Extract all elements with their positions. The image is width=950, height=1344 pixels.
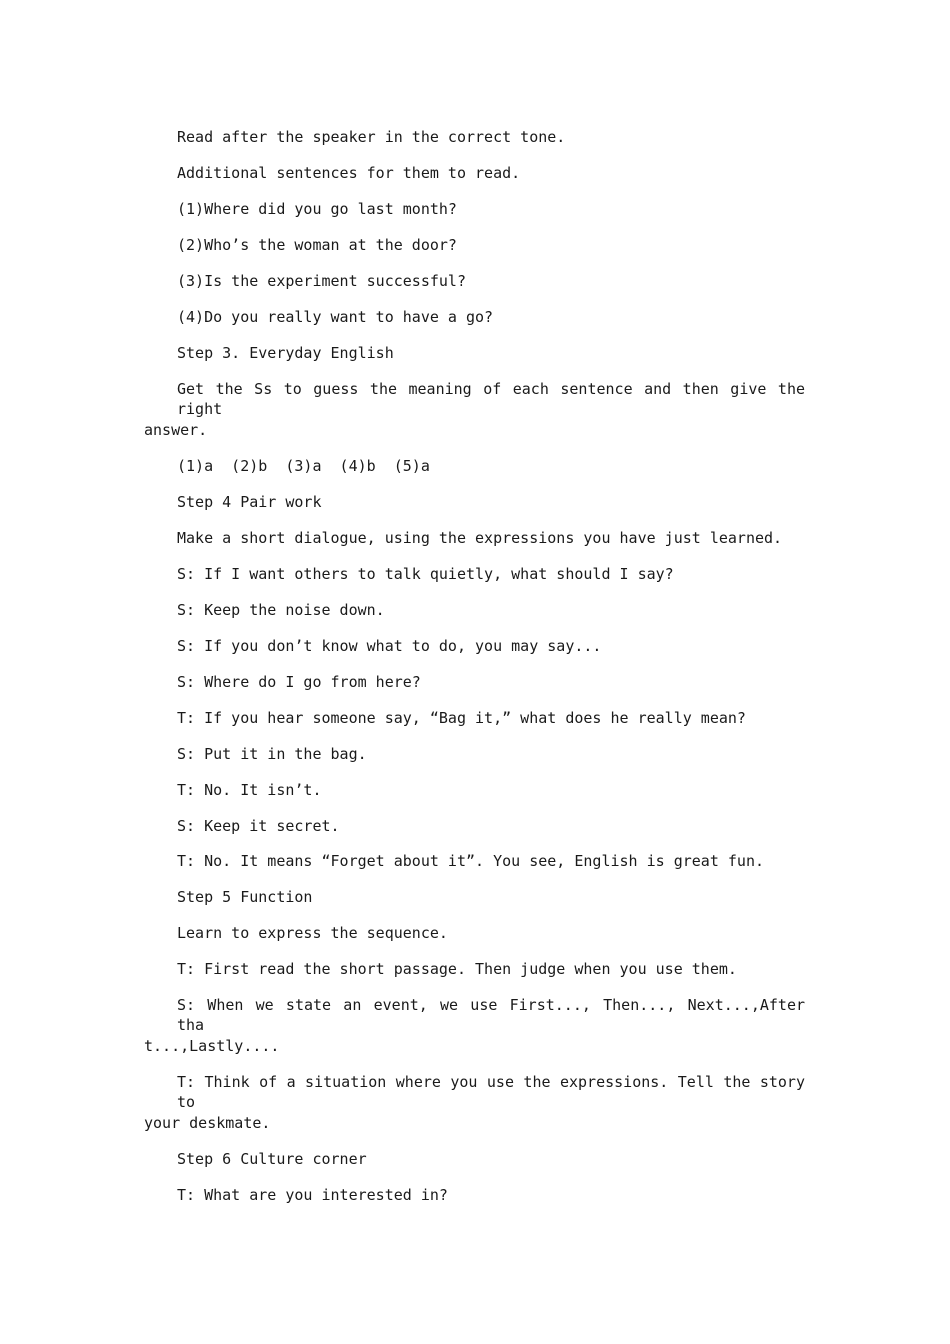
dialogue-line: S: When we state an event, we use First..., Then..., Next...,After tha	[177, 996, 805, 1034]
dialogue-line: T: What are you interested in?	[177, 1186, 448, 1204]
dialogue-line: T: Think of a situation where you use the expressions. Tell the story to	[177, 1073, 805, 1111]
dialogue-line: S: Where do I go from here?	[177, 673, 421, 691]
dialogue-line: T: No. It means “Forget about it”. You see, English is great fun.	[177, 852, 764, 870]
step-heading: Step 4 Pair work	[177, 493, 322, 511]
text-line: Additional sentences for them to read.	[177, 164, 521, 182]
dialogue-line: T: No. It isn’t.	[177, 781, 322, 799]
answer-list: (1)a (2)b (3)a (4)b (5)a	[177, 457, 430, 475]
dialogue-line: S: Keep the noise down.	[177, 601, 385, 619]
text-line: Read after the speaker in the correct tone.	[177, 128, 566, 146]
dialogue-line: S: If I want others to talk quietly, what should I say?	[177, 565, 674, 583]
text-line: answer.	[144, 421, 208, 439]
text-line: your deskmate.	[144, 1114, 271, 1132]
dialogue-line: S: Put it in the bag.	[177, 745, 367, 763]
dialogue-line: T: First read the short passage. Then judge when you use them.	[177, 960, 737, 978]
text-line: Learn to express the sequence.	[177, 924, 448, 942]
step-heading: Step 5 Function	[177, 888, 313, 906]
dialogue-line: S: If you don’t know what to do, you may say...	[177, 637, 602, 655]
dialogue-line: S: Keep it secret.	[177, 817, 340, 835]
text-line: (3)Is the experiment successful?	[177, 272, 466, 290]
text-line: (2)Who’s the woman at the door?	[177, 236, 457, 254]
text-line: Make a short dialogue, using the expressions you have just learned.	[177, 529, 783, 547]
text-line: (1)Where did you go last month?	[177, 200, 457, 218]
text-line: (4)Do you really want to have a go?	[177, 308, 494, 326]
dialogue-line: T: If you hear someone say, “Bag it,” what does he really mean?	[177, 709, 746, 727]
text-line: t...,Lastly....	[144, 1037, 280, 1055]
step-heading: Step 3. Everyday English	[177, 344, 394, 362]
step-heading: Step 6 Culture corner	[177, 1150, 367, 1168]
text-line: Get the Ss to guess the meaning of each sentence and then give the right	[177, 380, 805, 418]
